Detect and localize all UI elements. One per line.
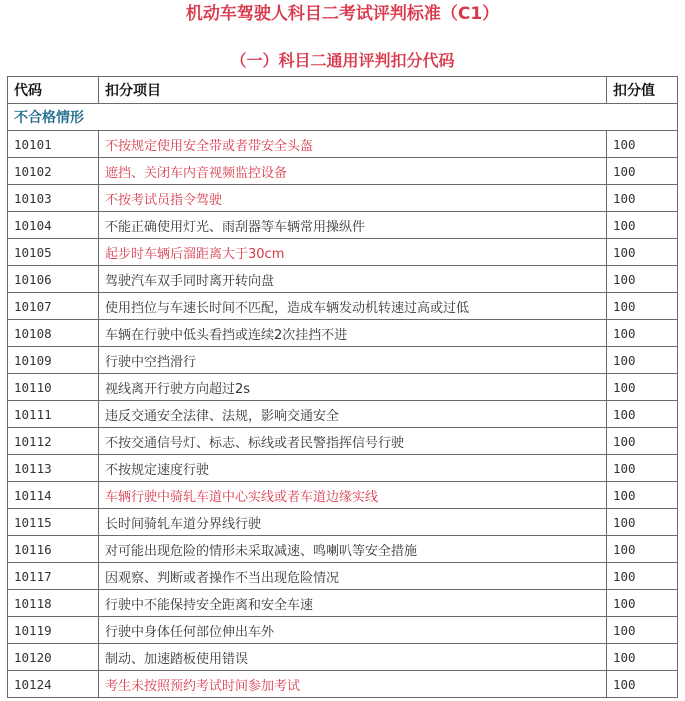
row-item: 行驶中不能保持安全距离和安全车速 bbox=[99, 590, 607, 617]
row-value: 100 bbox=[607, 428, 678, 455]
row-value: 100 bbox=[607, 563, 678, 590]
row-value: 100 bbox=[607, 158, 678, 185]
row-item: 因观察、判断或者操作不当出现危险情况 bbox=[99, 563, 607, 590]
row-code: 10113 bbox=[8, 455, 99, 482]
row-item: 不按规定速度行驶 bbox=[99, 455, 607, 482]
row-code: 10116 bbox=[8, 536, 99, 563]
table-row bbox=[8, 401, 678, 428]
row-value: 100 bbox=[607, 482, 678, 509]
row-value: 100 bbox=[607, 617, 678, 644]
row-item: 长时间骑轧车道分界线行驶 bbox=[99, 509, 607, 536]
row-code: 10109 bbox=[8, 347, 99, 374]
row-value: 100 bbox=[607, 401, 678, 428]
table-row bbox=[8, 455, 678, 482]
section-label: 不合格情形 bbox=[8, 104, 678, 131]
row-item: 使用挡位与车速长时间不匹配，造成车辆发动机转速过高或过低 bbox=[99, 293, 607, 320]
row-code: 10110 bbox=[8, 374, 99, 401]
table-row bbox=[8, 320, 678, 347]
header-value: 扣分值 bbox=[607, 77, 678, 104]
row-item: 行驶中身体任何部位伸出车外 bbox=[99, 617, 607, 644]
table-row bbox=[8, 239, 678, 266]
row-value: 100 bbox=[607, 293, 678, 320]
row-value: 100 bbox=[607, 590, 678, 617]
row-item: 行驶中空挡滑行 bbox=[99, 347, 607, 374]
table-row bbox=[8, 509, 678, 536]
header-row bbox=[8, 77, 678, 104]
table-row bbox=[8, 347, 678, 374]
row-value: 100 bbox=[607, 509, 678, 536]
row-value: 100 bbox=[607, 374, 678, 401]
deduction-code-table bbox=[7, 76, 678, 698]
header-item: 扣分项目 bbox=[99, 77, 607, 104]
row-item: 遮挡、关闭车内音视频监控设备 bbox=[99, 158, 607, 185]
page-title: 机动车驾驶人科目二考试评判标准（C1） bbox=[185, 4, 500, 24]
row-item: 不按交通信号灯、标志、标线或者民警指挥信号行驶 bbox=[99, 428, 607, 455]
row-code: 10117 bbox=[8, 563, 99, 590]
row-value: 100 bbox=[607, 131, 678, 158]
row-value: 100 bbox=[607, 671, 678, 698]
row-item: 不按考试员指令驾驶 bbox=[99, 185, 607, 212]
table-row bbox=[8, 563, 678, 590]
table-row bbox=[8, 212, 678, 239]
table-row bbox=[8, 185, 678, 212]
table-row bbox=[8, 644, 678, 671]
section-row bbox=[8, 104, 678, 131]
row-value: 100 bbox=[607, 536, 678, 563]
row-value: 100 bbox=[607, 239, 678, 266]
table-row bbox=[8, 374, 678, 401]
row-code: 10115 bbox=[8, 509, 99, 536]
row-code: 10114 bbox=[8, 482, 99, 509]
row-code: 10118 bbox=[8, 590, 99, 617]
row-item: 对可能出现危险的情形未采取减速、鸣喇叭等安全措施 bbox=[99, 536, 607, 563]
header-code: 代码 bbox=[8, 77, 99, 104]
row-code: 10105 bbox=[8, 239, 99, 266]
row-item: 不按规定使用安全带或者带安全头盔 bbox=[99, 131, 607, 158]
row-item: 考生未按照预约考试时间参加考试 bbox=[99, 671, 607, 698]
row-item: 驾驶汽车双手同时离开转向盘 bbox=[99, 266, 607, 293]
row-value: 100 bbox=[607, 212, 678, 239]
table-row bbox=[8, 671, 678, 698]
row-item: 制动、加速踏板使用错误 bbox=[99, 644, 607, 671]
row-code: 10120 bbox=[8, 644, 99, 671]
section-title: （一）科目二通用评判扣分代码 bbox=[230, 51, 455, 70]
row-code: 10124 bbox=[8, 671, 99, 698]
row-code: 10111 bbox=[8, 401, 99, 428]
table-row bbox=[8, 617, 678, 644]
row-item: 视线离开行驶方向超过2s bbox=[99, 374, 607, 401]
row-value: 100 bbox=[607, 185, 678, 212]
table-body bbox=[8, 104, 678, 698]
row-item: 车辆行驶中骑轧车道中心实线或者车道边缘实线 bbox=[99, 482, 607, 509]
row-code: 10102 bbox=[8, 158, 99, 185]
row-code: 10104 bbox=[8, 212, 99, 239]
table-row bbox=[8, 131, 678, 158]
row-value: 100 bbox=[607, 455, 678, 482]
row-code: 10112 bbox=[8, 428, 99, 455]
row-value: 100 bbox=[607, 266, 678, 293]
table-row bbox=[8, 482, 678, 509]
row-value: 100 bbox=[607, 347, 678, 374]
row-code: 10107 bbox=[8, 293, 99, 320]
row-item: 违反交通安全法律、法规，影响交通安全 bbox=[99, 401, 607, 428]
row-item: 起步时车辆后溜距离大于30cm bbox=[99, 239, 607, 266]
row-code: 10101 bbox=[8, 131, 99, 158]
table-header bbox=[8, 77, 678, 104]
row-code: 10108 bbox=[8, 320, 99, 347]
row-code: 10103 bbox=[8, 185, 99, 212]
table-row bbox=[8, 293, 678, 320]
table-row bbox=[8, 266, 678, 293]
row-code: 10119 bbox=[8, 617, 99, 644]
row-code: 10106 bbox=[8, 266, 99, 293]
table-row bbox=[8, 158, 678, 185]
row-value: 100 bbox=[607, 644, 678, 671]
table-row bbox=[8, 536, 678, 563]
row-item: 车辆在行驶中低头看挡或连续2次挂挡不进 bbox=[99, 320, 607, 347]
row-value: 100 bbox=[607, 320, 678, 347]
table-row bbox=[8, 590, 678, 617]
row-item: 不能正确使用灯光、雨刮器等车辆常用操纵件 bbox=[99, 212, 607, 239]
table-row bbox=[8, 428, 678, 455]
